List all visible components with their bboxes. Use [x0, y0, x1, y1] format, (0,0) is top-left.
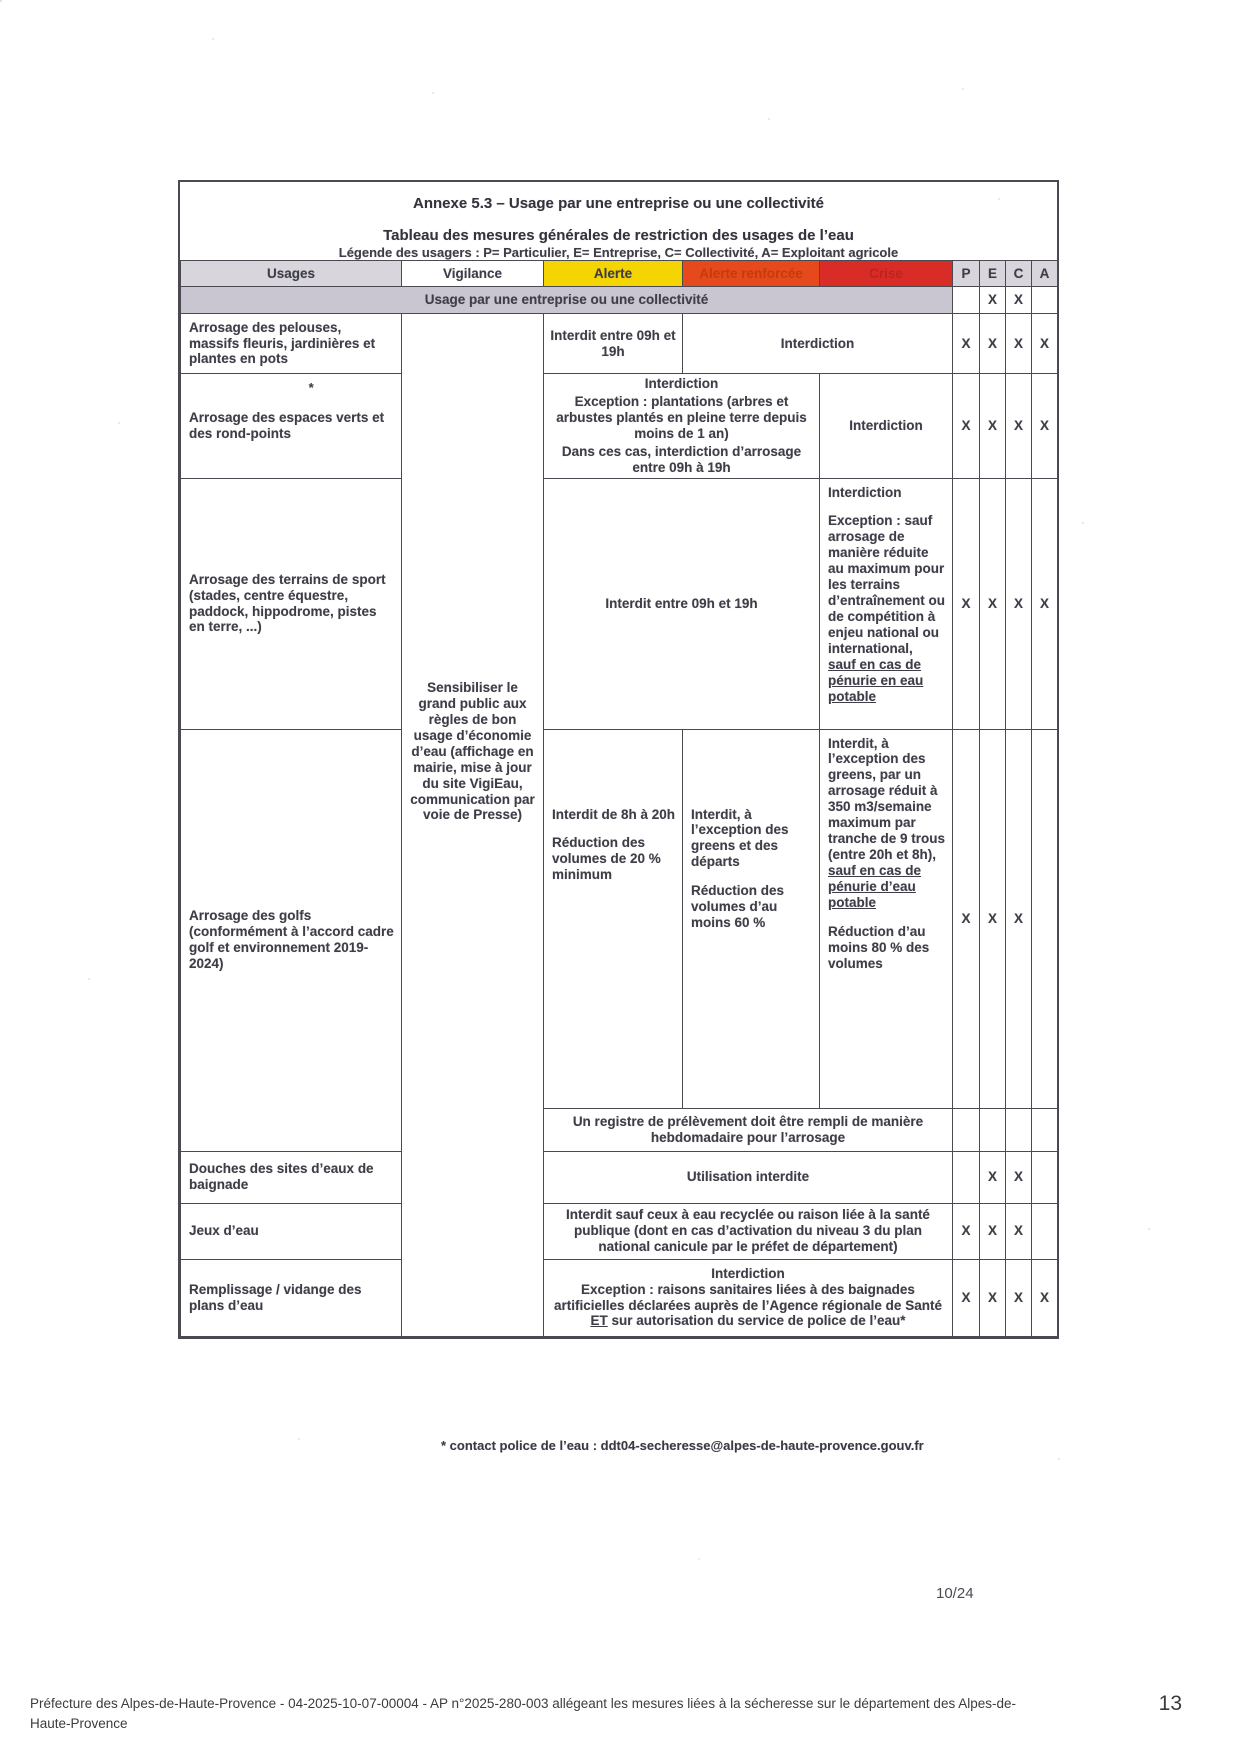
- usage-cell: Douches des sites d’eaux de baignade: [181, 1151, 402, 1203]
- mark-cell: [953, 287, 980, 314]
- mark-cell: X: [1006, 1151, 1032, 1203]
- users-legend: Légende des usagers : P= Particulier, E= Entreprise, C= Collectivité, A= Exploitant agricole: [338, 245, 899, 260]
- mark-cell: X: [953, 1259, 980, 1336]
- restriction-segment: sur autorisation du service de police de l’eau*: [607, 1313, 906, 1329]
- mark-cell: [1032, 1108, 1058, 1151]
- mark-cell: X: [953, 1203, 980, 1259]
- restriction-line: Interdit de 8h à 20h: [552, 806, 676, 822]
- restriction-segment: Exception : raisons sanitaires liées à des baignades artificielles déclarées auprès de l’Agence régionale de Santé: [554, 1281, 942, 1313]
- row-remplissage: [181, 1259, 1058, 1336]
- section-label: Usage par une entreprise ou une collectivité: [181, 287, 953, 314]
- mark-cell: X: [980, 478, 1006, 729]
- usage-cell: Arrosage des golfs (conformément à l’accord cadre golf et environnement 2019-2024): [181, 729, 402, 1151]
- mark-cell: [953, 1151, 980, 1203]
- mark-cell: X: [953, 478, 980, 729]
- mark-cell: X: [953, 374, 980, 479]
- usage-cell: Arrosage des terrains de sport (stades, centre équestre, paddock, hippodrome, pistes en terre, ...): [181, 478, 402, 729]
- header-alerte: Alerte: [544, 261, 683, 287]
- restrictions-table: [180, 260, 1058, 1337]
- restriction-line: [548, 1282, 948, 1330]
- restriction-line: Interdiction: [828, 484, 902, 500]
- header-usages: Usages: [181, 261, 402, 287]
- restriction-line: Interdiction: [711, 1265, 785, 1281]
- mark-cell: [980, 1108, 1006, 1151]
- mark-cell: [1032, 287, 1058, 314]
- mark-cell: X: [980, 287, 1006, 314]
- row-terrains-sport: [181, 478, 1058, 729]
- usage-label: Arrosage des espaces verts et des rond-points: [189, 409, 385, 441]
- restriction-line: Interdit, à l’exception des greens, par un arrosage réduit à 350 m3/semaine maximum par tranche de 9 trous (entre 20h et 8h),: [828, 735, 946, 862]
- header-crise: Crise: [820, 261, 953, 287]
- row-golfs: [181, 729, 1058, 1108]
- restriction-line-underlined: sauf en cas de pénurie d’eau potable: [828, 862, 922, 910]
- mark-cell: X: [1032, 314, 1058, 374]
- alerte-cell: [544, 729, 683, 1108]
- mark-cell: X: [1006, 729, 1032, 1108]
- mark-cell: X: [953, 314, 980, 374]
- alerte-renforcee-cell: Interdit entre 09h et 19h: [544, 478, 820, 729]
- row-douches: [181, 1151, 1058, 1203]
- registre-cell: Un registre de prélèvement doit être rempli de manière hebdomadaire pour l’arrosage: [544, 1108, 953, 1151]
- contact-footnote: * contact police de l’eau : ddt04-secheresse@alpes-de-haute-provence.gouv.fr: [441, 1438, 924, 1453]
- header-col-E: E: [980, 261, 1006, 287]
- restriction-line: Exception : sauf arrosage de manière réduite au maximum pour les terrains d’entraînement ou de compétition à enjeu national ou international,: [828, 513, 946, 656]
- mark-cell: X: [1032, 478, 1058, 729]
- alerte-renforcee-cell: [544, 374, 820, 479]
- vigilance-cell: Sensibiliser le grand public aux règles de bon usage d’économie d’eau (affichage en mairie, mise à jour du site VigiEau, communication par voie de Presse): [402, 314, 544, 1337]
- mark-cell: X: [1006, 287, 1032, 314]
- title-block: [180, 182, 1057, 260]
- restriction-line-underlined: sauf en cas de pénurie en eau potable: [828, 656, 924, 704]
- restriction-line: Interdiction: [644, 376, 719, 391]
- mark-cell: X: [980, 1259, 1006, 1336]
- page-fraction: 10/24: [936, 1585, 974, 1602]
- restriction-line: Réduction des volumes de 20 % minimum: [552, 835, 661, 883]
- alerte-renforcee-cell: [683, 729, 820, 1108]
- mark-cell: [1006, 1108, 1032, 1151]
- usage-cell: Arrosage des pelouses, massifs fleuris, jardinières et plantes en pots: [181, 314, 402, 374]
- all-levels-cell: Utilisation interdite: [544, 1151, 953, 1203]
- row-pelouses: [181, 314, 1058, 374]
- mark-cell: X: [1032, 1259, 1058, 1336]
- usage-cell: [181, 374, 402, 479]
- mark-cell: X: [1032, 374, 1058, 479]
- restriction-line: Réduction des volumes d’au moins 60 %: [691, 883, 785, 931]
- header-alerte-renforcee: Alerte renforcée: [683, 261, 820, 287]
- mark-cell: X: [953, 729, 980, 1108]
- row-jeux-eau: [181, 1203, 1058, 1259]
- mark-cell: X: [1006, 374, 1032, 479]
- mark-cell: X: [980, 374, 1006, 479]
- annex-title: Annexe 5.3 – Usage par une entreprise ou une collectivité: [413, 195, 824, 212]
- row-espaces-verts: [181, 374, 1058, 479]
- all-levels-cell: [544, 1259, 953, 1336]
- crise-cell: [820, 729, 953, 1108]
- footer-page-number: 13: [1158, 1692, 1182, 1715]
- restriction-line: Dans ces cas, interdiction d’arrosage entre 09h à 19h: [561, 443, 802, 475]
- restriction-line: Réduction d’au moins 80 % des volumes: [828, 923, 930, 971]
- footer-reference: Préfecture des Alpes-de-Haute-Provence - 04-2025-10-07-00004 - AP n°2025-280-003 allégeant les mesures liées à la sécheresse sur le département des Alpes-de-Haute-Provence: [30, 1696, 1016, 1731]
- mark-cell: X: [980, 1203, 1006, 1259]
- header-col-C: C: [1006, 261, 1032, 287]
- alerte-cell: Interdit entre 09h et 19h: [544, 314, 683, 374]
- mark-cell: [1032, 1203, 1058, 1259]
- restriction-line: Exception : plantations (arbres et arbustes plantés en pleine terre depuis moins de 1 an): [556, 393, 807, 441]
- crise-cell: Interdiction: [820, 374, 953, 479]
- header-vigilance: Vigilance: [402, 261, 544, 287]
- mark-cell: X: [980, 729, 1006, 1108]
- crise-cell: [820, 478, 953, 729]
- all-levels-cell: Interdit sauf ceux à eau recyclée ou raison liée à la santé publique (dont en cas d’activation du niveau 3 du plan national canicule par le préfet de département): [544, 1203, 953, 1259]
- mark-cell: [1032, 729, 1058, 1108]
- mark-cell: [953, 1108, 980, 1151]
- renforcee-crise-cell: Interdiction: [683, 314, 953, 374]
- usage-cell: Jeux d’eau: [181, 1203, 402, 1259]
- restriction-line: Interdit, à l’exception des greens et des départs: [691, 806, 789, 870]
- restriction-segment-underlined: ET: [590, 1313, 608, 1329]
- mark-cell: X: [980, 1151, 1006, 1203]
- mark-cell: X: [980, 314, 1006, 374]
- annex-box: [178, 180, 1059, 1339]
- table-title: Tableau des mesures générales de restriction des usages de l’eau: [383, 227, 854, 244]
- mark-cell: X: [1006, 1203, 1032, 1259]
- mark-cell: [1032, 1151, 1058, 1203]
- section-row: [181, 287, 1058, 314]
- mark-cell: X: [1006, 478, 1032, 729]
- usage-cell: Remplissage / vidange des plans d’eau: [181, 1259, 402, 1336]
- header-row: [181, 261, 1058, 287]
- header-col-P: P: [953, 261, 980, 287]
- mark-cell: X: [1006, 1259, 1032, 1336]
- header-col-A: A: [1032, 261, 1058, 287]
- asterisk-mark: *: [308, 380, 314, 395]
- scan-noise: [0, 0, 2, 2]
- mark-cell: X: [1006, 314, 1032, 374]
